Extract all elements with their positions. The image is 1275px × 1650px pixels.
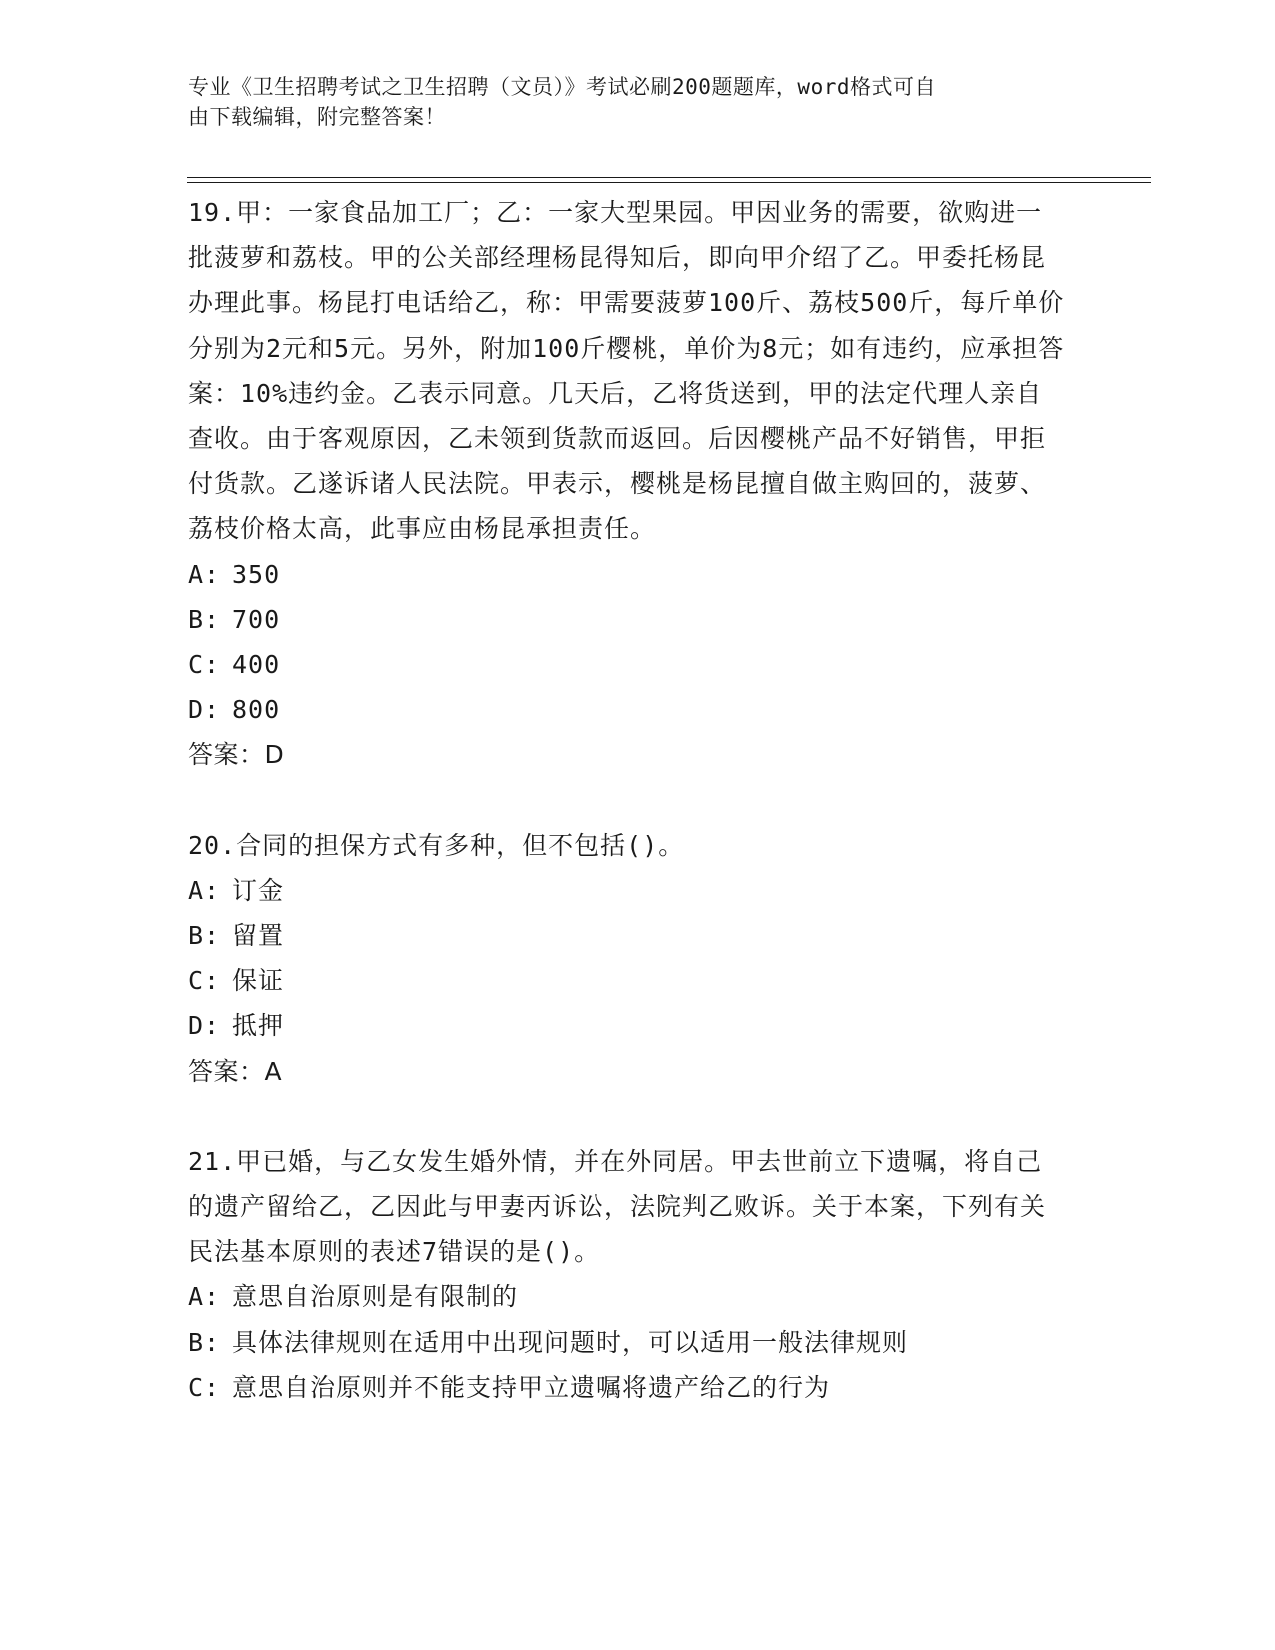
- option-d: [188, 1003, 1068, 1048]
- option-b: [188, 597, 1068, 642]
- question-21: [188, 1139, 1068, 1410]
- option-b: [188, 913, 1068, 958]
- question-stem: 19.甲：一家食品加工厂；乙：一家大型果园。甲因业务的需要，欲购进一批菠萝和荔枝。甲的公关部经理杨昆得知后，即向甲介绍了乙。甲委托杨昆办理此事。杨昆打电话给乙，称：甲需要菠萝100斤、荔枝500斤，每斤单价分别为2元和5元。另外，附加100斤樱桃，单价为8元；如有违约，应承担答案：10%违约金。乙表示同意。几天后，乙将货送到，甲的法定代理人亲自查收。由于客观原因，乙未领到货款而返回。后因樱桃产品不好销售，甲拒付货款。乙遂诉诸人民法院。甲表示，樱桃是杨昆擅自做主购回的，菠萝、荔枝价格太高，此事应由杨昆承担责任。: [188, 198, 1065, 544]
- option-text: 抵押: [232, 1011, 285, 1041]
- option-c: [188, 642, 1068, 687]
- option-letter: B:: [188, 1327, 221, 1357]
- option-letter: D:: [188, 695, 221, 725]
- option-d: [188, 687, 1068, 732]
- option-text: 800: [232, 695, 281, 725]
- option-letter: A:: [188, 559, 221, 589]
- option-letter: B:: [188, 604, 221, 634]
- question-list: [188, 190, 1068, 1410]
- option-text: 留置: [232, 921, 285, 951]
- header-line-2: 由下载编辑，附完整答案！: [188, 105, 446, 129]
- question-stem: 21.甲已婚，与乙女发生婚外情，并在外同居。甲去世前立下遗嘱，将自己的遗产留给乙，乙因此与甲妻丙诉讼，法院判乙败诉。关于本案，下列有关民法基本原则的表述7错误的是()。: [188, 1146, 1047, 1267]
- option-a: [188, 1274, 1068, 1319]
- question-stem: 20.合同的担保方式有多种，但不包括()。: [188, 830, 685, 860]
- option-letter: C:: [188, 1372, 221, 1402]
- option-letter: A:: [188, 875, 221, 905]
- option-text: 保证: [232, 966, 285, 996]
- option-text: 400: [232, 650, 281, 680]
- header-line-1: 专业《卫生招聘考试之卫生招聘（文员）》考试必刷200题题库，word格式可自: [188, 75, 936, 99]
- option-text: 订金: [232, 875, 285, 905]
- option-b: [188, 1320, 1068, 1365]
- header-divider-bottom: [187, 182, 1151, 183]
- option-text: 意思自治原则是有限制的: [232, 1282, 519, 1312]
- option-letter: A:: [188, 1282, 221, 1312]
- answer: 答案：D: [188, 740, 285, 770]
- option-text: 具体法律规则在适用中出现问题时，可以适用一般法律规则: [232, 1327, 909, 1357]
- spacer: [188, 1094, 1068, 1139]
- option-letter: D:: [188, 1011, 221, 1041]
- option-text: 700: [232, 604, 281, 634]
- spacer: [188, 778, 1068, 823]
- option-c: [188, 1365, 1068, 1410]
- option-letter: C:: [188, 650, 221, 680]
- document-header: [188, 72, 1068, 132]
- question-19: [188, 190, 1068, 778]
- option-a: [188, 868, 1068, 913]
- header-divider-top: [187, 177, 1151, 178]
- question-20: [188, 823, 1068, 1094]
- option-letter: C:: [188, 966, 221, 996]
- option-letter: B:: [188, 921, 221, 951]
- option-c: [188, 958, 1068, 1003]
- answer: 答案：A: [188, 1056, 283, 1086]
- option-a: [188, 552, 1068, 597]
- option-text: 意思自治原则并不能支持甲立遗嘱将遗产给乙的行为: [232, 1372, 831, 1402]
- option-text: 350: [232, 559, 281, 589]
